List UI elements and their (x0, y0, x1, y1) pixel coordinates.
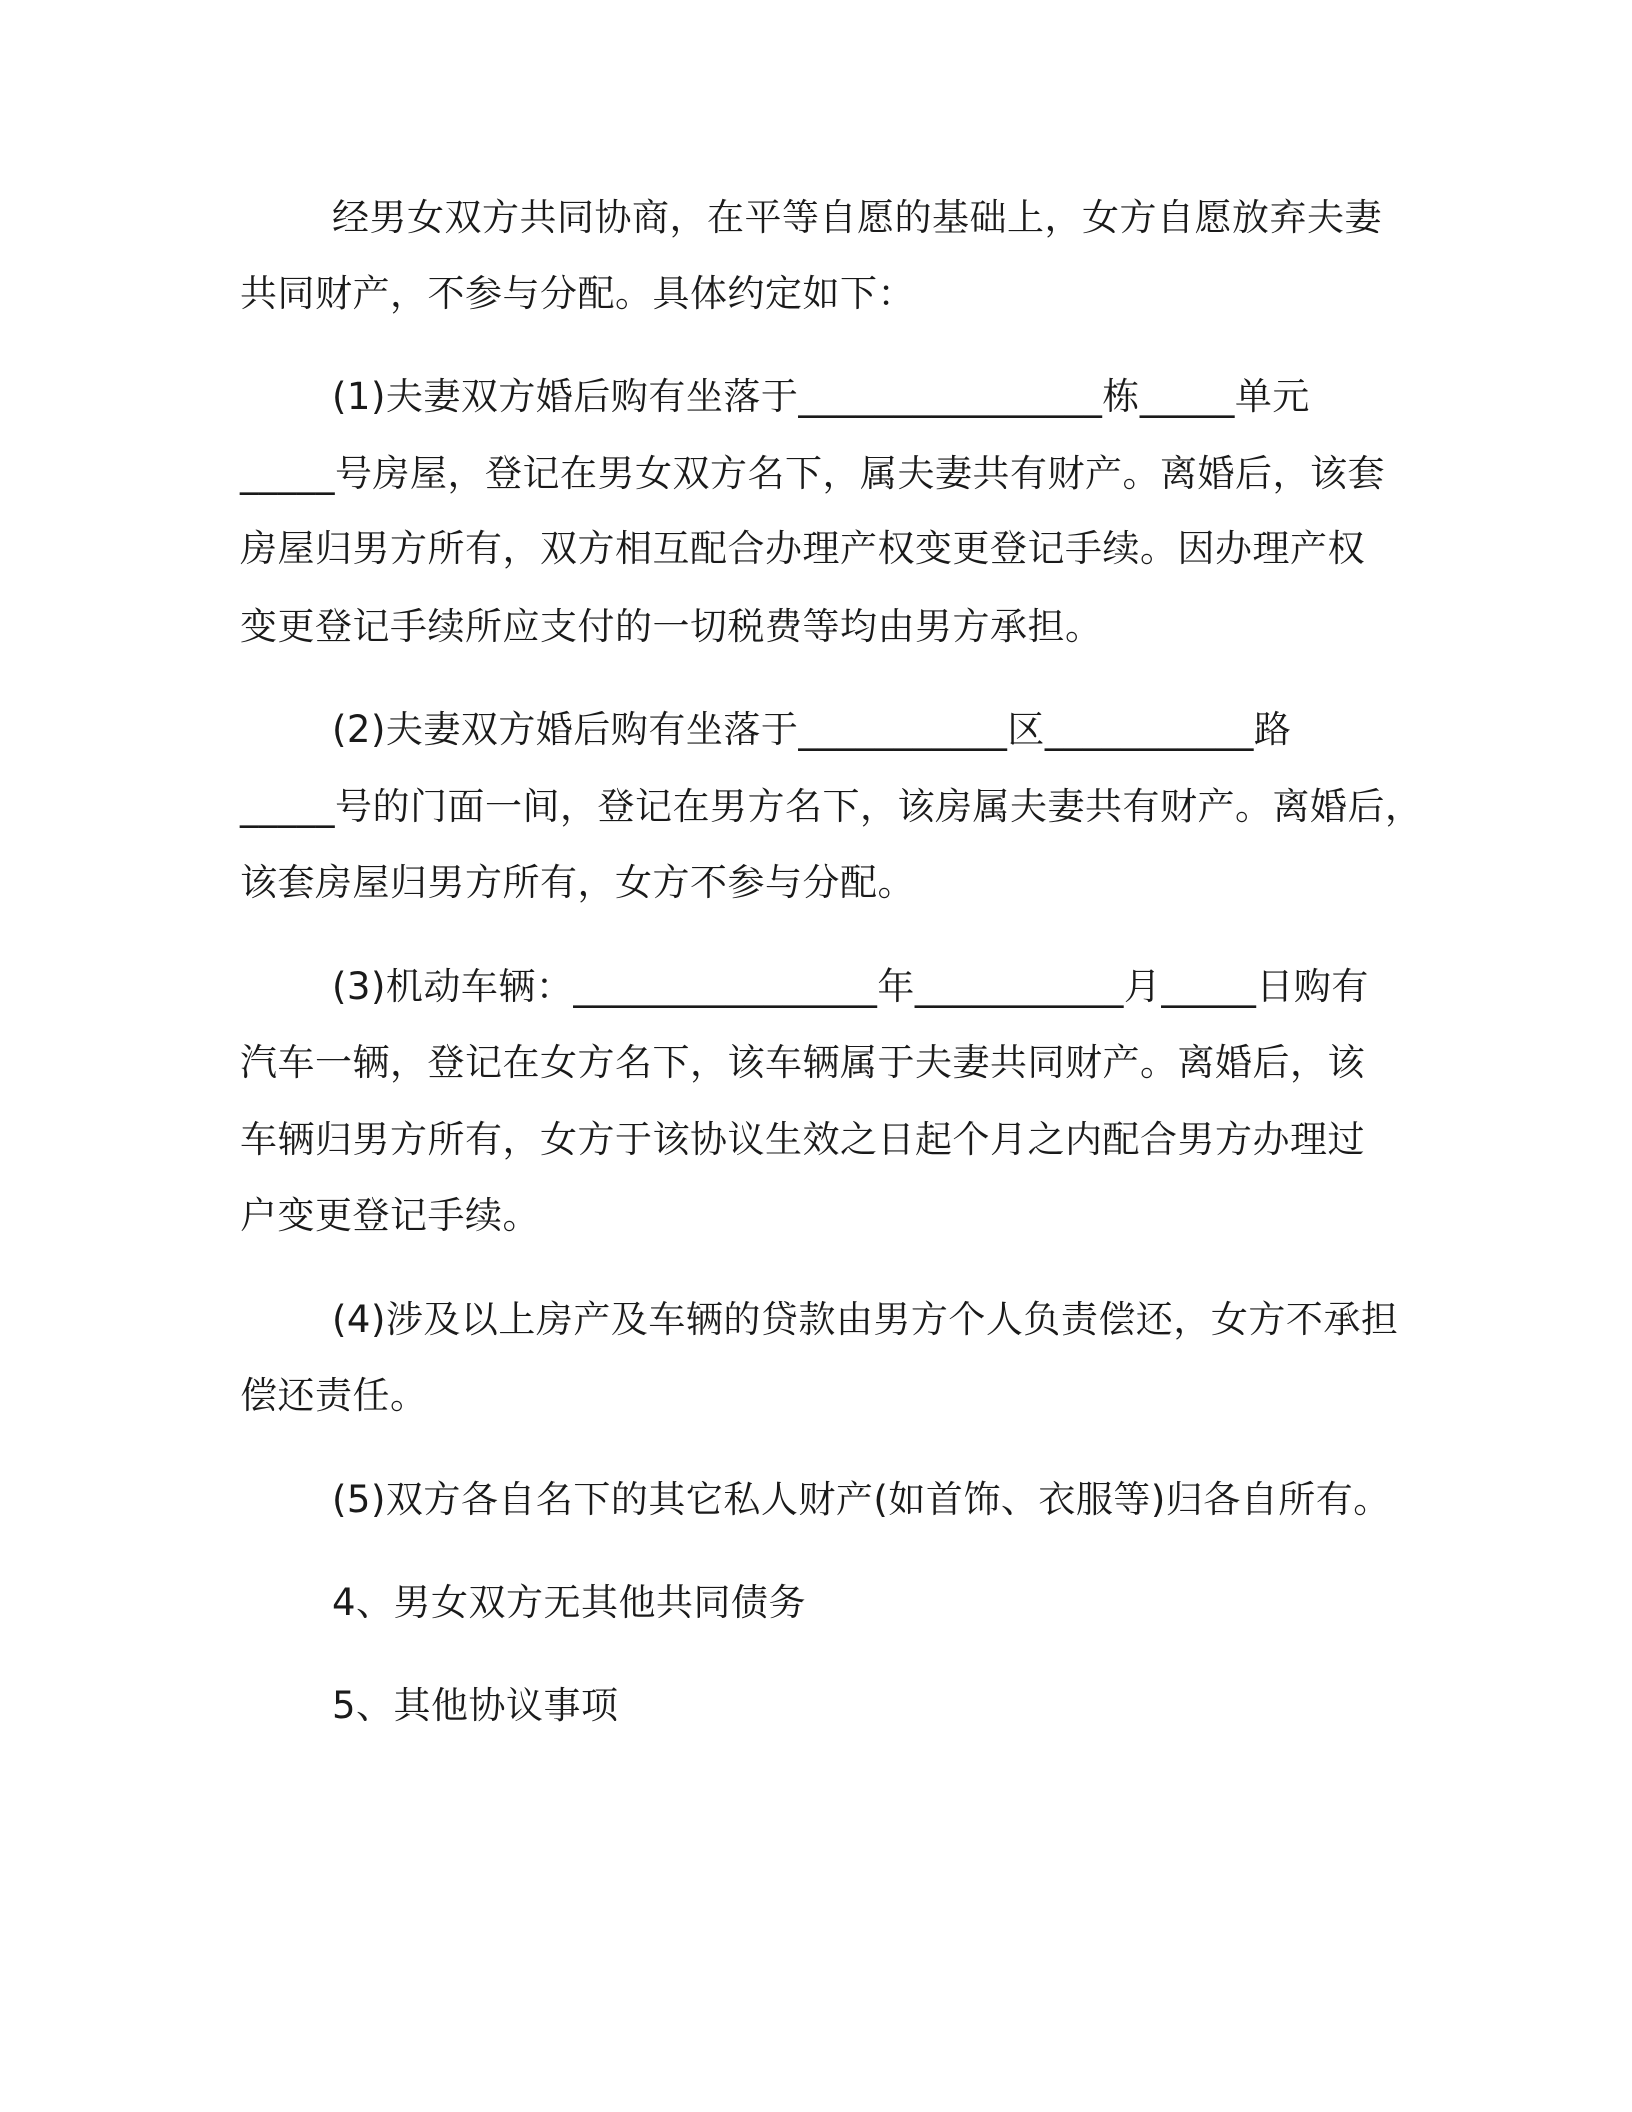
paragraph-line: (3)机动车辆：________________年___________月_____日购有 (332, 965, 1369, 1008)
paragraph-line: 共同财产，不参与分配。具体约定如下： (240, 272, 915, 315)
paragraph-line: 房屋归男方所有，双方相互配合办理产权变更登记手续。因办理产权 (240, 527, 1365, 570)
paragraph-line: 偿还责任。 (240, 1374, 428, 1417)
paragraph-line: (2)夫妻双方婚后购有坐落于___________区___________路 (332, 708, 1292, 751)
paragraph-line: 经男女双方共同协商，在平等自愿的基础上，女方自愿放弃夫妻 (332, 196, 1382, 239)
paragraph-line: 该套房屋归男方所有，女方不参与分配。 (240, 861, 915, 904)
paragraph-line: (5)双方各自名下的其它私人财产(如首饰、衣服等)归各自所有。 (332, 1478, 1391, 1521)
paragraph-line: 户变更登记手续。 (240, 1194, 540, 1237)
paragraph-line: (1)夫妻双方婚后购有坐落于________________栋_____单元 (332, 375, 1310, 418)
paragraph-line: _____号的门面一间，登记在男方名下，该房属夫妻共有财产。离婚后， (240, 785, 1423, 828)
paragraph-line: 车辆归男方所有，女方于该协议生效之日起个月之内配合男方办理过 (240, 1118, 1365, 1161)
section-heading: 4、男女双方无其他共同债务 (332, 1581, 807, 1624)
section-heading: 5、其他协议事项 (332, 1684, 619, 1727)
paragraph-line: _____号房屋，登记在男女双方名下，属夫妻共有财产。离婚后，该套 (240, 452, 1385, 495)
paragraph-line: 汽车一辆，登记在女方名下，该车辆属于夫妻共同财产。离婚后，该 (240, 1041, 1365, 1084)
paragraph-line: 变更登记手续所应支付的一切税费等均由男方承担。 (240, 605, 1103, 648)
paragraph-line: (4)涉及以上房产及车辆的贷款由男方个人负责偿还，女方不承担 (332, 1298, 1399, 1341)
